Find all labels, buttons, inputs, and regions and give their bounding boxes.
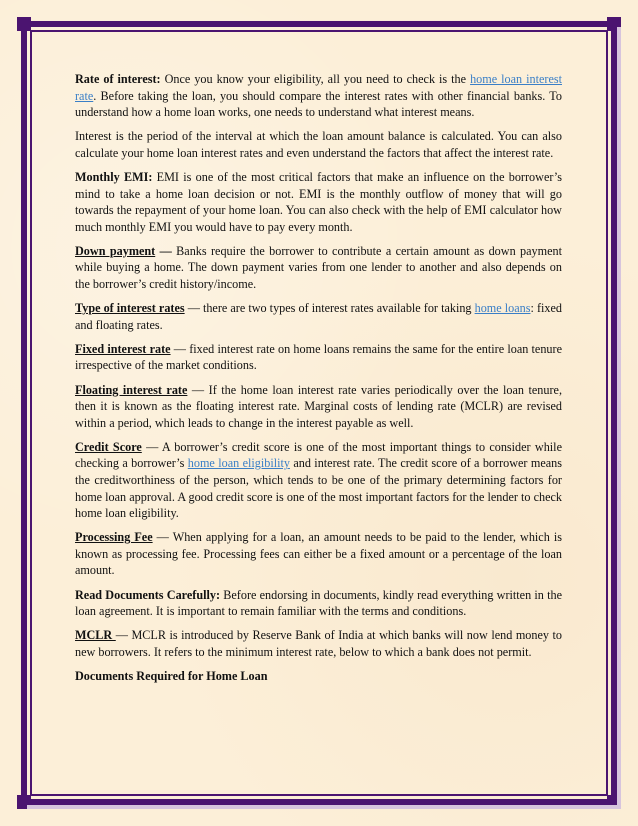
heading-text: Rate of interest: <box>75 72 161 86</box>
heading-text: Fixed interest rate <box>75 341 171 356</box>
paragraph-emi <box>75 169 562 235</box>
body-text: — A borrower’s credit score is one of the most important things to consider while checking a borrower’s <box>75 439 562 471</box>
heading-text: Monthly EMI: <box>75 169 153 184</box>
paragraph-mclr <box>75 627 562 660</box>
paragraph-docs <box>75 668 562 685</box>
body-text: — MCLR is introduced by Reserve Bank of India at which banks will now lend money to new borrowers. It refers to the minimum interest rate, below to which a bank does not permit. <box>75 628 562 659</box>
heading-text: Read Documents Carefully: <box>75 587 221 602</box>
paragraph-down <box>75 243 562 293</box>
body-text: — fixed interest rate on home loans remains the same for the entire loan tenure irrespective of the market conditions. <box>75 341 562 373</box>
body-text: Once you know your eligibility, all you need to check is the <box>160 72 471 86</box>
body-text: — When applying for a loan, an amount needs to be paid to the lender, which is known as processing fee. Processing fees can either be a fixed amount or a percentage of the loan amount. <box>75 530 562 578</box>
border-corner <box>17 17 31 31</box>
body-text: — If the home loan interest rate varies periodically over the loan tenure, then it is known as the floating interest rate. Marginal costs of lending rate (MCLR) are revised within a period, which leads to change in the interest payable as well. <box>75 382 562 430</box>
body-text: EMI is one of the most critical factors that make an influence on the borrower’s mind to take a home loan decision or not. EMI is the monthly outflow of money that will go towards the repayment of your home loan. You can also check with the help of EMI calculator how much monthly EMI you would have to pay every month. <box>75 169 562 234</box>
body-text: Banks require the borrower to contribute a certain amount as down payment while buying a home. The down payment varies from one lender to another and also depends on the borrower’s credit history/income. <box>75 243 563 292</box>
body-text: and interest rate. The credit score of a borrower means the creditworthiness of the person, which tends to be one of the primary determining factors for home loan approval. A good credit score is one of the most important factors for the lender to check home loan eligibility. <box>75 456 562 521</box>
paragraph-rate <box>75 71 562 121</box>
body-text: : fixed and floating rates. <box>75 301 562 332</box>
link[interactable]: home loans <box>474 301 531 316</box>
heading-text: Documents Required for Home Loan <box>75 668 268 683</box>
paragraph-credit <box>75 439 562 522</box>
heading-text: — <box>155 243 177 258</box>
heading-text: Down payment <box>75 243 156 258</box>
paragraph-read <box>75 587 562 620</box>
link[interactable]: home loan interest rate <box>75 72 562 103</box>
border-shadow <box>617 27 621 809</box>
heading-text: Credit Score <box>75 439 142 454</box>
body-text: Before endorsing in documents, kindly read everything written in the loan agreement. It is important to remain familiar with the terms and conditions. <box>75 587 563 619</box>
body-text: Interest is the period of the interval at which the loan amount balance is calculated. You can also calculate your home loan interest rates and even understand the factors that affect the interest rate. <box>75 129 562 160</box>
document-body <box>75 71 562 692</box>
heading-text: Floating interest rate <box>75 382 188 397</box>
paragraph-fixed <box>75 341 562 374</box>
paragraph-types <box>75 300 562 333</box>
body-text: . Before taking the loan, you should compare the interest rates with other financial banks. To understand how a home loan works, one needs to understand what interest means. <box>75 88 562 120</box>
heading-text: MCLR <box>75 628 116 643</box>
link[interactable]: home loan eligibility <box>187 456 290 471</box>
paragraph-interest <box>75 128 562 161</box>
border-shadow <box>27 805 621 809</box>
paragraph-fee <box>75 529 562 579</box>
heading-text: Processing Fee <box>75 530 153 545</box>
paragraph-floating <box>75 382 562 432</box>
body-text: — there are two types of interest rates available for taking <box>184 301 475 316</box>
heading-text: Type of interest rates <box>75 301 185 316</box>
